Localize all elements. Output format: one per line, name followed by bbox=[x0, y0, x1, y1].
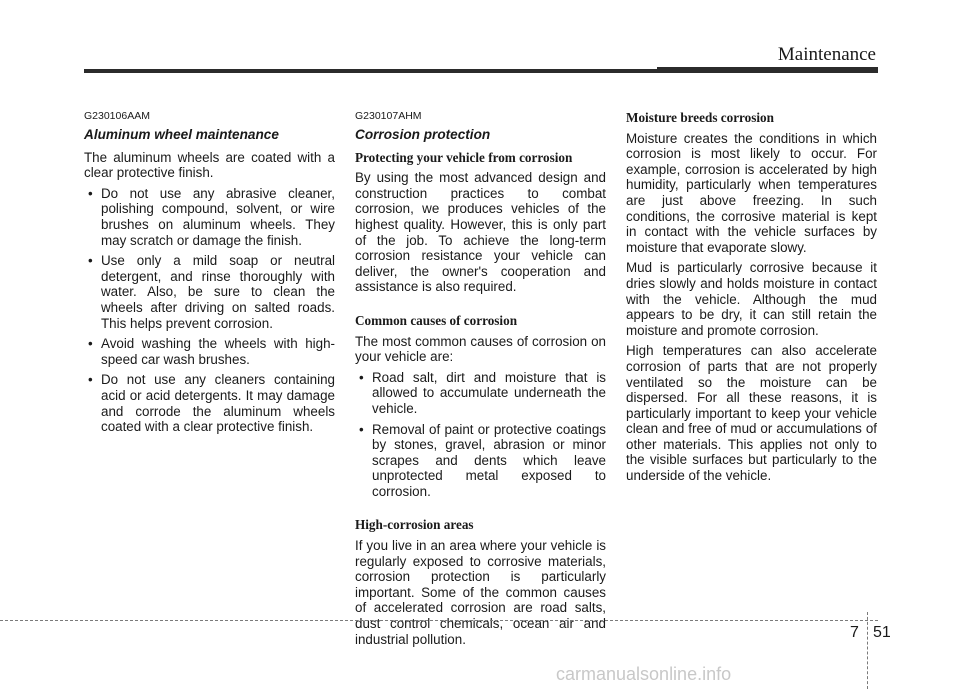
paragraph: The most common causes of corrosion on your vehicle are: bbox=[355, 333, 606, 365]
list-item: • Road salt, dirt and moisture that is allowed to accumulate underneath the vehicle. bbox=[355, 370, 606, 417]
page-number: 51 bbox=[873, 624, 891, 641]
paragraph: If you live in an area where your vehicle is regularly exposed to corrosive materials, corrosion protection is particularly important. Some of the common causes of accelerated corrosion are road salts, dust control chemicals, ocean air and industrial pollution. bbox=[355, 538, 606, 647]
subheading: High-corrosion areas bbox=[355, 517, 474, 533]
list-item: • Avoid washing the wheels with high-speed car wash brushes. bbox=[84, 336, 335, 367]
column-middle bbox=[355, 110, 606, 652]
bullet-list bbox=[84, 186, 335, 435]
section-code: G230107AHM bbox=[355, 110, 422, 122]
chapter-number: 7 bbox=[850, 624, 859, 641]
column-left bbox=[84, 110, 335, 440]
section-title: Maintenance bbox=[777, 44, 876, 65]
footer-rule bbox=[0, 620, 878, 621]
header-rule-accent bbox=[657, 67, 878, 73]
subheading: Common causes of corrosion bbox=[355, 312, 518, 328]
page-number-divider bbox=[867, 612, 868, 689]
paragraph: High temperatures can also accelerate corrosion of parts that are not properly ventilated so the moisture can be dispersed. For all these reasons, it is particularly important to keep your vehicle clean and free of mud or accumulations of other materials. This applies not only to the visible surfaces but particularly to the underside of the vehicle. bbox=[626, 343, 877, 484]
paragraph: By using the most advanced design and construction practices to combat corrosion, we produces vehicles of the highest quality. However, this is only part of the job. To achieve the long-term corrosion resistance your vehicle can deliver, the owner's cooperation and assistance is also required. bbox=[355, 170, 606, 295]
section-heading: Corrosion protection bbox=[355, 127, 491, 142]
paragraph: Mud is particularly corrosive because it dries slowly and holds moisture in contact with the vehicle. Although the mud appears to be dry, it can still retain the moisture and promote corrosion. bbox=[626, 260, 877, 338]
list-item: • Use only a mild soap or neutral detergent, and rinse thoroughly with water. Also, be sure to clean the wheels after driving on salted roads. This helps prevent corrosion. bbox=[84, 253, 335, 331]
watermark: carmanualsonline.info bbox=[556, 664, 732, 684]
list-item: • Do not use any abrasive cleaner, polishing compound, solvent, or wire brushes on aluminum wheels. They may scratch or damage the finish. bbox=[84, 186, 335, 248]
list-item: • Do not use any cleaners containing acid or acid detergents. It may damage and corrode the aluminum wheels coated with a clear protective finish. bbox=[84, 372, 335, 434]
subheading: Moisture breeds corrosion bbox=[626, 110, 774, 125]
column-right bbox=[626, 110, 877, 489]
section-heading: Aluminum wheel maintenance bbox=[84, 127, 279, 142]
bullet-list bbox=[355, 370, 606, 500]
paragraph: The aluminum wheels are coated with a clear protective finish. bbox=[84, 149, 335, 181]
subheading: Protecting your vehicle from corrosion bbox=[355, 149, 573, 165]
list-item: • Removal of paint or protective coatings by stones, gravel, abrasion or minor scrapes and dents which leave unprotected metal exposed to corrosion. bbox=[355, 422, 606, 500]
paragraph: Moisture creates the conditions in which corrosion is most likely to occur. For example, corrosion is accelerated by high humidity, particularly when temperatures are just above freezing. In such conditions, the corrosive material is kept in contact with the vehicle surfaces by moisture that evaporate slowy. bbox=[626, 130, 877, 255]
section-code: G230106AAM bbox=[84, 110, 150, 122]
